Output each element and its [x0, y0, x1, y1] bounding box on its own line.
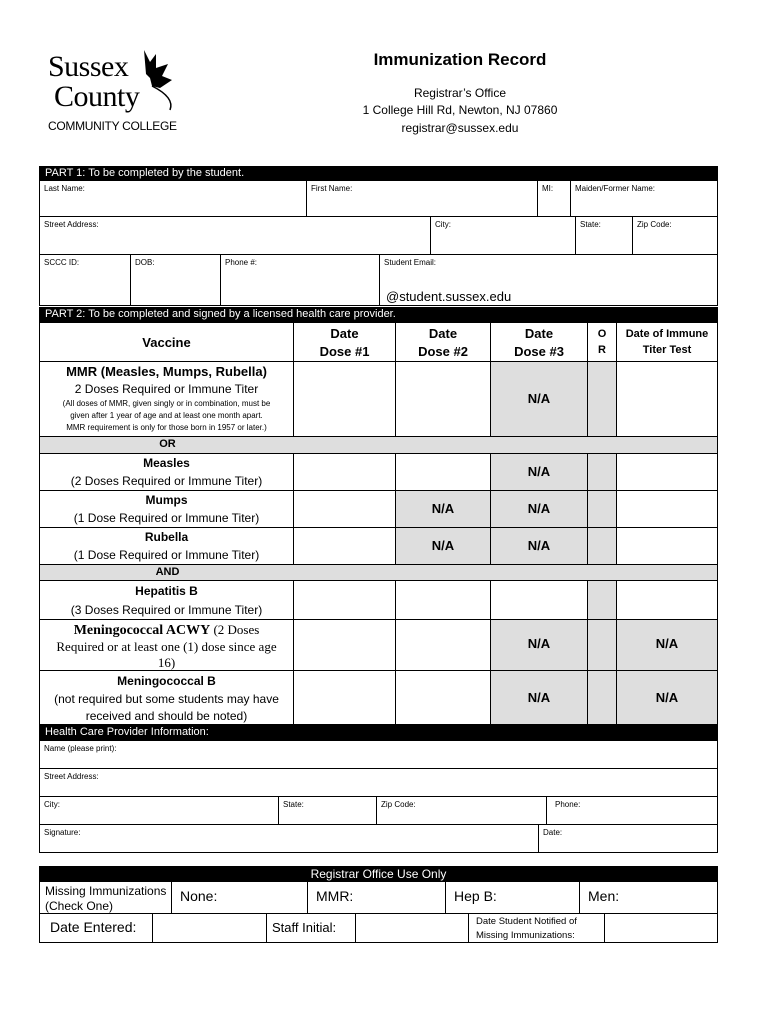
- maiden-name-field[interactable]: [570, 180, 718, 217]
- registrar-office: Registrar’s Office: [413, 86, 507, 100]
- registrar-address: 1 College Hill Rd, Newton, NJ 07860: [362, 103, 558, 117]
- maiden-name-label: Maiden/Former Name:: [575, 184, 656, 193]
- and-divider-row: AND: [39, 564, 718, 581]
- acwy-dose2-input[interactable]: [395, 619, 491, 671]
- titer-column-header: Date of Immune Titer Test: [616, 322, 718, 362]
- hepb-dose3-input[interactable]: [490, 580, 588, 620]
- acwy-titer-na: N/A: [616, 619, 718, 671]
- vaccine-measles: Measles (2 Doses Required or Immune Titer): [39, 453, 294, 491]
- mmr-dose3-na: N/A: [490, 361, 588, 437]
- provider-zip-field[interactable]: [376, 796, 547, 825]
- city-field[interactable]: [430, 216, 576, 255]
- mumps-or-cell: [587, 490, 617, 528]
- logo-line-sussex: Sussex: [48, 50, 129, 83]
- missing-hepb-checkbox[interactable]: Hep B:: [445, 881, 580, 914]
- mumps-dose2-na: N/A: [395, 490, 491, 528]
- dose3-column-header: Date Dose #3: [490, 322, 588, 362]
- provider-date-field[interactable]: [538, 824, 718, 853]
- provider-signature-label: Signature:: [44, 828, 81, 837]
- staff-initial-input[interactable]: [355, 913, 469, 943]
- mmr-titer-input[interactable]: [616, 361, 718, 437]
- mumps-titer-input[interactable]: [616, 490, 718, 528]
- college-logo: [46, 48, 196, 138]
- provider-street-field[interactable]: [39, 768, 718, 797]
- hepb-titer-input[interactable]: [616, 580, 718, 620]
- part1-bar: PART 1: To be completed by the student.: [39, 166, 718, 180]
- mmr-dose2-input[interactable]: [395, 361, 491, 437]
- street-address-field[interactable]: [39, 216, 431, 255]
- provider-phone-label: Phone:: [555, 800, 581, 809]
- provider-name-label: Name (please print):: [44, 744, 117, 753]
- mi-field[interactable]: [537, 180, 571, 217]
- staff-initial-label-cell: Staff Initial:: [266, 913, 356, 943]
- first-name-field[interactable]: [306, 180, 538, 217]
- or-column-header: O R: [587, 322, 617, 362]
- dose2-column-header: Date Dose #2: [395, 322, 491, 362]
- provider-phone-field[interactable]: [546, 796, 718, 825]
- measles-or-cell: [587, 453, 617, 491]
- date-entered-input[interactable]: [152, 913, 267, 943]
- rubella-titer-input[interactable]: [616, 527, 718, 565]
- zip-code-label: Zip Code:: [637, 220, 672, 229]
- vaccine-mumps: Mumps (1 Dose Required or Immune Titer): [39, 490, 294, 528]
- mmr-or-cell: [587, 361, 617, 437]
- date-entered-label-cell: Date Entered:: [39, 913, 153, 943]
- first-name-label: First Name:: [311, 184, 353, 193]
- registrar-email: registrar@sussex.edu: [401, 121, 519, 135]
- part2-bar: PART 2: To be completed and signed by a licensed health care provider.: [39, 307, 718, 322]
- registrar-bar: Registrar Office Use Only: [39, 866, 718, 882]
- zip-code-field[interactable]: [632, 216, 718, 255]
- provider-city-field[interactable]: [39, 796, 279, 825]
- vaccine-column-header: Vaccine: [39, 322, 294, 362]
- provider-bar: Health Care Provider Information:: [39, 725, 718, 740]
- vaccine-meningococcal-acwy: Meningococcal ACWY (2 Doses Required or at least one (1) dose since age 16): [39, 619, 294, 671]
- mumps-dose3-na: N/A: [490, 490, 588, 528]
- sccc-id-label: SCCC ID:: [44, 258, 80, 267]
- rubella-dose1-input[interactable]: [293, 527, 396, 565]
- provider-date-label: Date:: [543, 828, 563, 837]
- missing-men-checkbox[interactable]: Men:: [579, 881, 718, 914]
- acwy-dose1-input[interactable]: [293, 619, 396, 671]
- measles-dose3-na: N/A: [490, 453, 588, 491]
- mumps-dose1-input[interactable]: [293, 490, 396, 528]
- last-name-label: Last Name:: [44, 184, 85, 193]
- vaccine-rubella: Rubella (1 Dose Required or Immune Titer): [39, 527, 294, 565]
- acwy-or-cell: [587, 619, 617, 671]
- phone-field[interactable]: [220, 254, 380, 306]
- provider-signature-field[interactable]: [39, 824, 539, 853]
- measles-titer-input[interactable]: [616, 453, 718, 491]
- date-notified-label-cell: Date Student Notified of Missing Immunizations:: [468, 913, 605, 943]
- provider-state-label: State:: [283, 800, 304, 809]
- dob-label: DOB:: [135, 258, 155, 267]
- hepb-dose2-input[interactable]: [395, 580, 491, 620]
- dob-field[interactable]: [130, 254, 221, 306]
- logo-line-community-college: COMMUNITY COLLEGE: [48, 119, 177, 133]
- provider-zip-label: Zip Code:: [381, 800, 416, 809]
- student-email-field[interactable]: [379, 254, 718, 306]
- missing-immunizations-label-cell: Missing Immunizations (Check One): [39, 881, 172, 914]
- provider-city-label: City:: [44, 800, 60, 809]
- last-name-field[interactable]: [39, 180, 307, 217]
- menb-dose2-input[interactable]: [395, 670, 491, 725]
- sccc-id-field[interactable]: [39, 254, 131, 306]
- rubella-dose2-na: N/A: [395, 527, 491, 565]
- missing-mmr-checkbox[interactable]: MMR:: [307, 881, 446, 914]
- missing-none-checkbox[interactable]: None:: [171, 881, 308, 914]
- date-notified-input[interactable]: [604, 913, 718, 943]
- menb-titer-na: N/A: [616, 670, 718, 725]
- logo-line-county: County: [54, 80, 140, 113]
- state-field[interactable]: [575, 216, 633, 255]
- vaccine-hepatitis-b: Hepatitis B (3 Doses Required or Immune Titer): [39, 580, 294, 620]
- dose1-column-header: Date Dose #1: [293, 322, 396, 362]
- mmr-dose1-input[interactable]: [293, 361, 396, 437]
- menb-dose1-input[interactable]: [293, 670, 396, 725]
- street-address-label: Street Address:: [44, 220, 99, 229]
- or-divider-row: OR: [39, 436, 718, 454]
- provider-state-field[interactable]: [278, 796, 377, 825]
- hepb-or-cell: [587, 580, 617, 620]
- rubella-dose3-na: N/A: [490, 527, 588, 565]
- maple-leaf-icon: [134, 48, 176, 114]
- provider-name-field[interactable]: [39, 740, 718, 769]
- vaccine-meningococcal-b: Meningococcal B (not required but some students may have received and should be noted): [39, 670, 294, 725]
- vaccine-mmr: MMR (Measles, Mumps, Rubella) 2 Doses Required or Immune Titer (All doses of MMR, given singly or in combination, must be given after 1 year of age and at least one month apart. MMR requirement is only for those born in 1957 or later.): [39, 361, 294, 437]
- city-label: City:: [435, 220, 451, 229]
- acwy-dose3-na: N/A: [490, 619, 588, 671]
- menb-or-cell: [587, 670, 617, 725]
- state-label: State:: [580, 220, 601, 229]
- measles-dose2-input[interactable]: [395, 453, 491, 491]
- provider-street-label: Street Address:: [44, 772, 99, 781]
- measles-dose1-input[interactable]: [293, 453, 396, 491]
- phone-label: Phone #:: [225, 258, 258, 267]
- page-title: Immunization Record: [373, 50, 547, 69]
- menb-dose3-na: N/A: [490, 670, 588, 725]
- student-email-domain: @student.sussex.edu: [386, 289, 512, 304]
- mi-label: MI:: [542, 184, 554, 193]
- rubella-or-cell: [587, 527, 617, 565]
- hepb-dose1-input[interactable]: [293, 580, 396, 620]
- student-email-label: Student Email:: [384, 258, 437, 267]
